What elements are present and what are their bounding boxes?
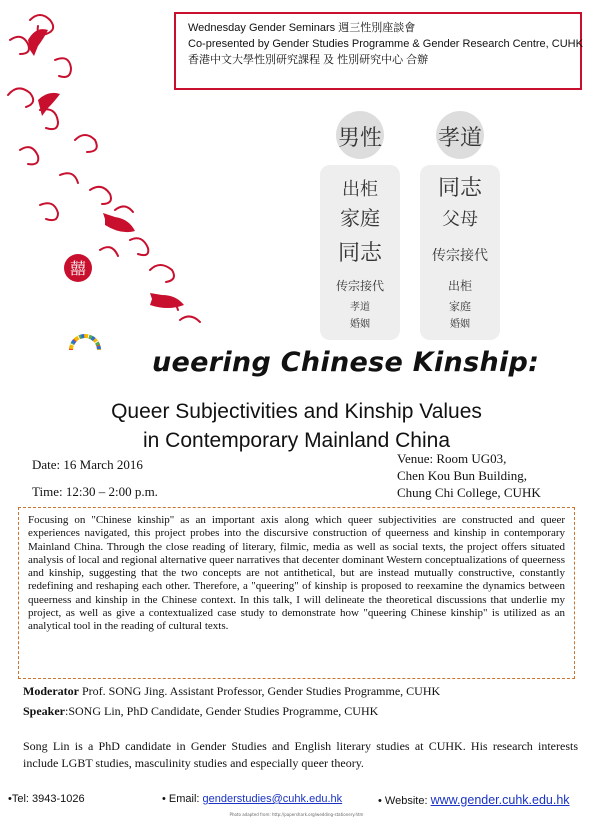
figure-word: 家庭 [340, 206, 380, 230]
moderator-label: Moderator [23, 684, 79, 698]
word-cloud-figures [300, 95, 530, 345]
speaker-text: :SONG Lin, PhD Candidate, Gender Studies Programme, CUHK [65, 704, 379, 718]
rainbow-ring-icon [71, 336, 99, 350]
fish-1 [28, 29, 48, 56]
website-link[interactable]: www.gender.cuhk.edu.hk [430, 793, 570, 807]
moderator-text: Prof. SONG Jing. Assistant Professor, Gender Studies Programme, CUHK [78, 684, 441, 698]
figure-word: 婚姻 [450, 319, 470, 330]
speaker-label: Speaker [23, 704, 65, 718]
main-title: ueering Chinese Kinship: [152, 347, 540, 378]
fish-2 [38, 93, 60, 116]
email-link[interactable]: genderstudies@cuhk.edu.hk [202, 793, 343, 805]
figure-word: 出柜 [447, 279, 473, 293]
figure-word: 孝道 [350, 302, 370, 313]
header-line-3: 香港中文大學性別研究課程 及 性別研究中心 合辦 [188, 54, 429, 66]
speaker-line [23, 704, 378, 719]
figure-word: 同志 [337, 241, 383, 266]
figure-word: 传宗接代 [335, 279, 385, 293]
figure-word: 婚姻 [350, 319, 370, 330]
figure-word: 父母 [442, 209, 478, 230]
figure-word: 同志 [437, 176, 483, 201]
speaker-bio: Song Lin is a PhD candidate in Gender Studies and English literary studies at CUHK. His research interests include LGBT studies, masculinity studies and especially queer theory. [23, 739, 578, 770]
header-line-1: Wednesday Gender Seminars 週三性別座談會 [188, 22, 416, 34]
header-line-2: Co-presented by Gender Studies Programme & Gender Research Centre, CUHK [188, 38, 583, 50]
figure-word: 传宗接代 [432, 248, 488, 264]
photo-credit: Photo adapted from: http://papershark.org/wedding-stationery.htm [229, 812, 364, 817]
figure-word: 孝道 [437, 126, 483, 151]
abstract-box: Focusing on "Chinese kinship" as an important axis along which queer subjectivities are constructed and queer experiences navigated, this project probes into the discursive construction of queerness and kinship in contemporary Mainland China. Through the close reading of literary, filmic, media as well as social texts, the project offers situated analysis of local and regional alternative queer narratives that decenter dominant Western conceptualizations of queerness and kinship, suggesting that the two concepts are not antithetical, but are instead mutually constructive, constantly redefining and reshaping each other. Therefore, a "queering" of kinship is proposed to reexamine the dynamics between queerness and kinship in the Chinese context. In this talk, I will delineate the theoretical discussions that underlie my project, as well as give a contextualized case study to demonstrate how "queering Chinese kinship" is utilized as an analytical tool in the reading of cultural texts. [18, 507, 575, 679]
venue-line-3: Chung Chi College, CUHK [397, 485, 541, 500]
footer-email [162, 793, 342, 805]
figure-word: 家庭 [449, 300, 471, 313]
venue-line-1: Venue: Room UG03, [397, 451, 507, 466]
subtitle-line-2: in Contemporary Mainland China [143, 429, 450, 452]
subtitle-line-1: Queer Subjectivities and Kinship Values [111, 400, 482, 423]
double-happiness-glyph: 囍 [69, 259, 87, 278]
event-date: Date: 16 March 2016 [32, 457, 143, 472]
event-venue [397, 450, 587, 501]
moderator-line [23, 684, 440, 699]
event-time: Time: 12:30 – 2:00 p.m. [32, 484, 158, 499]
venue-line-2: Chen Kou Bun Building, [397, 468, 528, 483]
website-label: • Website: [378, 795, 431, 807]
decorative-fish-swirl-illustration [0, 0, 300, 350]
figure-word: 男性 [337, 126, 383, 151]
figure-word: 出柜 [342, 179, 378, 200]
footer-tel: •Tel: 3943-1026 [8, 793, 85, 805]
fish-3 [103, 213, 135, 232]
email-label: • Email: [162, 793, 203, 805]
footer-website [378, 793, 570, 807]
fish-4 [150, 293, 184, 308]
